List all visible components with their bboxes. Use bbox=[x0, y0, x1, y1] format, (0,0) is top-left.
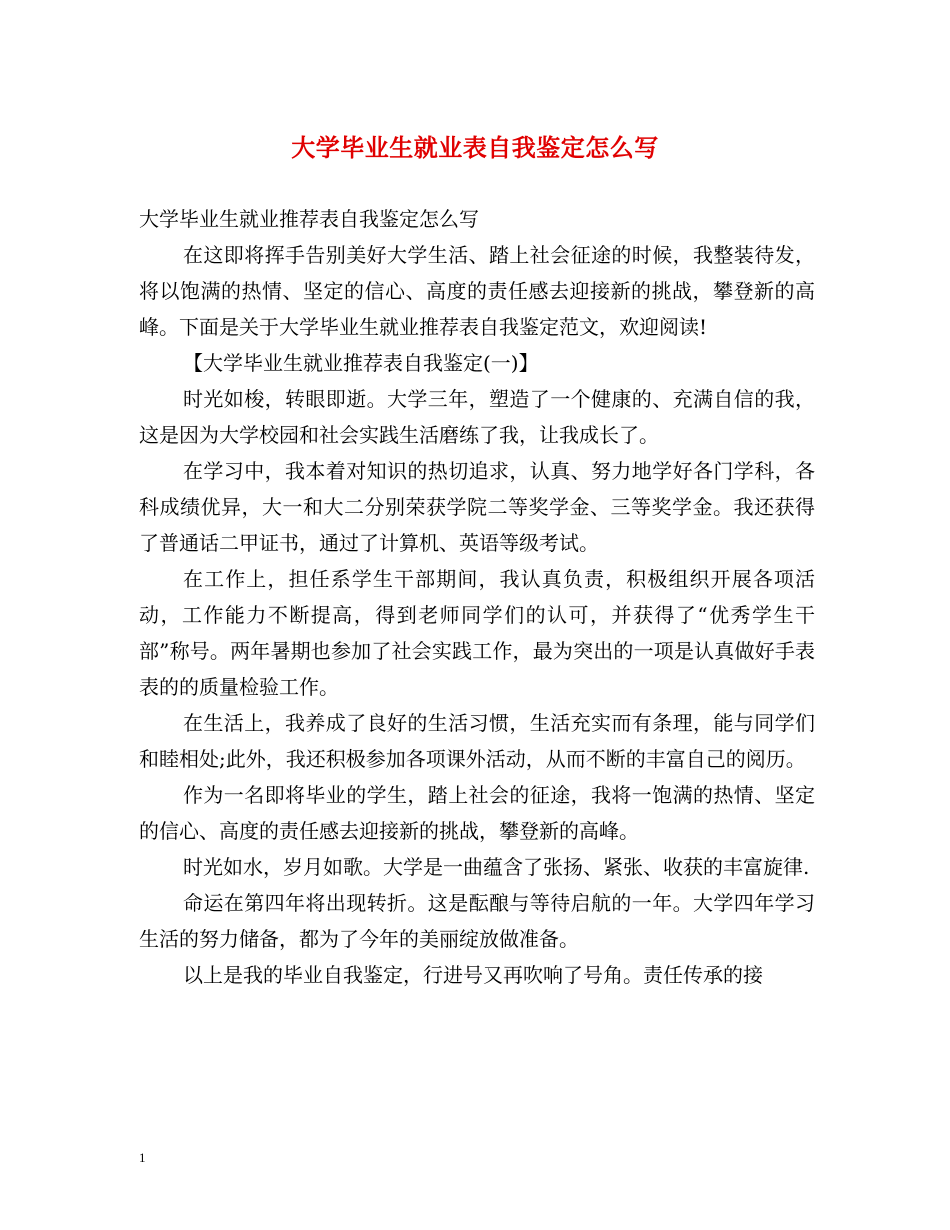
paragraph: 时光如梭，转眼即逝。大学三年，塑造了一个健康的、充满自信的我，这是因为大学校园和社会实践生活磨练了我，让我成长了。 bbox=[139, 387, 815, 447]
document-body bbox=[139, 201, 815, 993]
paragraph: 在生活上，我养成了良好的生活习惯，生活充实而有条理，能与同学们和睦相处;此外，我还积极参加各项课外活动，从而不断的丰富自己的阅历。 bbox=[139, 711, 815, 771]
document-title: 大学毕业生就业表自我鉴定怎么写 bbox=[291, 133, 659, 162]
paragraph: 命运在第四年将出现转折。这是酝酿与等待启航的一年。大学四年学习生活的努力储备，都为了今年的美丽绽放做准备。 bbox=[139, 891, 815, 951]
paragraph: 在学习中，我本着对知识的热切追求，认真、努力地学好各门学科，各科成绩优异，大一和大二分别荣获学院二等奖学金、三等奖学金。我还获得了普通话二甲证书，通过了计算机、英语等级考试。 bbox=[139, 459, 815, 555]
paragraph: 作为一名即将毕业的学生，踏上社会的征途，我将一饱满的热情、坚定的信心、高度的责任感去迎接新的挑战，攀登新的高峰。 bbox=[139, 783, 815, 843]
paragraph: 时光如水，岁月如歌。大学是一曲蕴含了张扬、紧张、收获的丰富旋律. bbox=[183, 855, 810, 879]
paragraph-intro: 在这即将挥手告别美好大学生活、踏上社会征途的时候，我整装待发，将以饱满的热情、坚定的信心、高度的责任感去迎接新的挑战，攀登新的高峰。下面是关于大学毕业生就业推荐表自我鉴定范文，欢迎阅读! bbox=[139, 243, 815, 339]
document-subtitle: 大学毕业生就业推荐表自我鉴定怎么写 bbox=[139, 207, 479, 231]
section-heading: 【大学毕业生就业推荐表自我鉴定(一)】 bbox=[183, 351, 539, 375]
page-number: 1 bbox=[139, 1150, 146, 1165]
paragraph: 以上是我的毕业自我鉴定，行进号又再吹响了号角。责任传承的接 bbox=[183, 963, 763, 987]
paragraph: 在工作上，担任系学生干部期间，我认真负责，积极组织开展各项活动，工作能力不断提高，得到老师同学们的认可，并获得了“优秀学生干部”称号。两年暑期也参加了社会实践工作，最为突出的一项是认真做好手表表的的质量检验工作。 bbox=[139, 567, 815, 699]
